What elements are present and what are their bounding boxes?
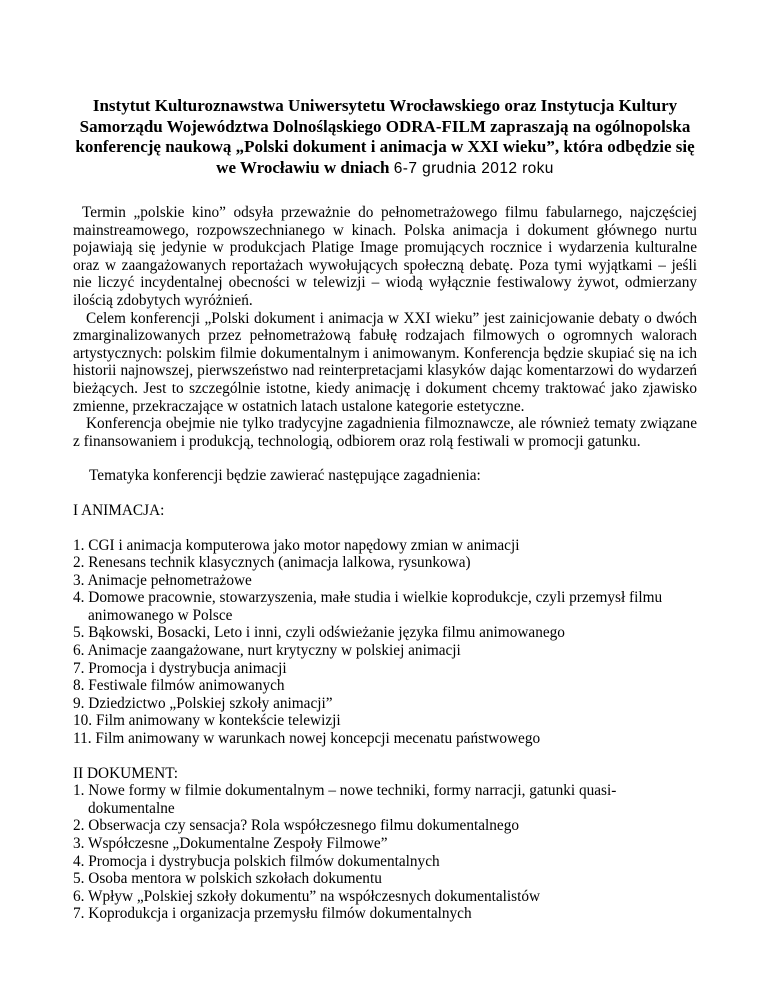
list-item: 6. Wpływ „Polskiej szkoły dokumentu” na współczesnych dokumentalistów (73, 887, 541, 905)
list-item: 6. Animacje zaangażowane, nurt krytyczny w polskiej animacji (73, 642, 461, 660)
list-item: 3. Animacje pełnometrażowe (73, 571, 252, 589)
intro-paragraph-1: Termin „polskie kino” odsyła przeważnie do pełnometrażowego filmu fabularnego, najczęściej mainstreamowego, rozpowszechnianego w kinach. Polska animacja i dokument głównego nurtu pojawiają się jedynie w produkcjach Platige Image promujących rocznice i wydarzenia kulturalne oraz w zaangażowanych reportażach wywołujących społeczną debatę. Poza tymi wyjątkami – jeśli nie liczyć incydentalnej obecności w telewizji – wiodą wyłącznie festiwalowy żywot, odmierzany ilością zdobytych wyróżnień. (73, 204, 697, 309)
list-item: 8. Festiwale filmów animowanych (73, 677, 285, 695)
animation-topic-list (73, 537, 697, 748)
list-item: 1. CGI i animacja komputerowa jako motor napędowy zmian w animacji (73, 536, 520, 554)
documentary-topic-list (73, 782, 697, 923)
list-item: 3. Współczesne „Dokumentalne Zespoły Filmowe” (73, 835, 388, 852)
list-item: 1. Nowe formy w filmie dokumentalnym – nowe techniki, formy narracji, gatunki quasi-dokumentalne (73, 782, 617, 817)
list-item: 2. Obserwacja czy sensacja? Rola współczesnego filmu dokumentalnego (73, 817, 520, 835)
title-text: Instytut Kulturoznawstwa Uniwersytetu Wrocławskiego oraz Instytucja Kultury Samorządu Województwa Dolnośląskiego ODRA-FILM zapraszają na ogólnopolska konferencję naukową „Polski dokument i animacja w XXI wieku”, która odbędzie się we Wrocławiu w dniach (75, 96, 695, 177)
list-item: 7. Promocja i dystrybucja animacji (73, 659, 287, 677)
list-item: 5. Bąkowski, Bosacki, Leto i inni, czyli odświeżanie języka filmu animowanego (73, 624, 565, 642)
list-item: 7. Koprodukcja i organizacja przemysłu filmów dokumentalnych (73, 905, 472, 923)
animation-heading: I ANIMACJA: (73, 501, 165, 519)
list-item: 5. Osoba mentora w polskich szkołach dokumentu (73, 870, 382, 888)
list-item: 2. Renesans technik klasycznych (animacja lalkowa, rysunkowa) (73, 554, 471, 572)
document-page (73, 96, 697, 923)
list-item: 11. Film animowany w warunkach nowej koncepcji mecenatu państwowego (73, 730, 541, 748)
list-item: 4. Domowe pracownie, stowarzyszenia, małe studia i wielkie koprodukcje, czyli przemysł filmu animowanego w Polsce (73, 589, 663, 624)
document-title (73, 96, 697, 179)
topics-lead: Tematyka konferencji będzie zawierać następujące zagadnienia: (89, 467, 481, 485)
event-date: 6-7 grudnia 2012 roku (393, 159, 554, 177)
intro-paragraph-3: Konferencja obejmie nie tylko tradycyjne zagadnienia filmoznawcze, ale również tematy związane z finansowaniem i produkcją, technologią, odbiorem oraz rolą festiwali w promocji gatunku. (73, 415, 697, 450)
documentary-heading: II DOKUMENT: (73, 764, 179, 782)
list-item: 9. Dziedzictwo „Polskiej szkoły animacji” (73, 694, 333, 712)
list-item: 10. Film animowany w kontekście telewizji (73, 712, 341, 730)
intro-paragraph-2: Celem konferencji „Polski dokument i animacja w XXI wieku” jest zainicjowanie debaty o dwóch zmarginalizowanych przez pełnometrażową fabułę rodzajach filmowych o ogromnych walorach artystycznych: polskim filmie dokumentalnym i animowanym. Konferencja będzie skupiać się na ich historii najnowszej, pierwszeństwo nad reinterpretacjami klasyków dając komentarzowi do wydarzeń bieżących. Jest to szczególnie istotne, kiedy animację i dokument chcemy traktować jako zjawisko zmienne, przekraczające w ostatnich latach ustalone kategorie estetyczne. (73, 309, 697, 415)
list-item: 4. Promocja i dystrybucja polskich filmów dokumentalnych (73, 852, 440, 870)
